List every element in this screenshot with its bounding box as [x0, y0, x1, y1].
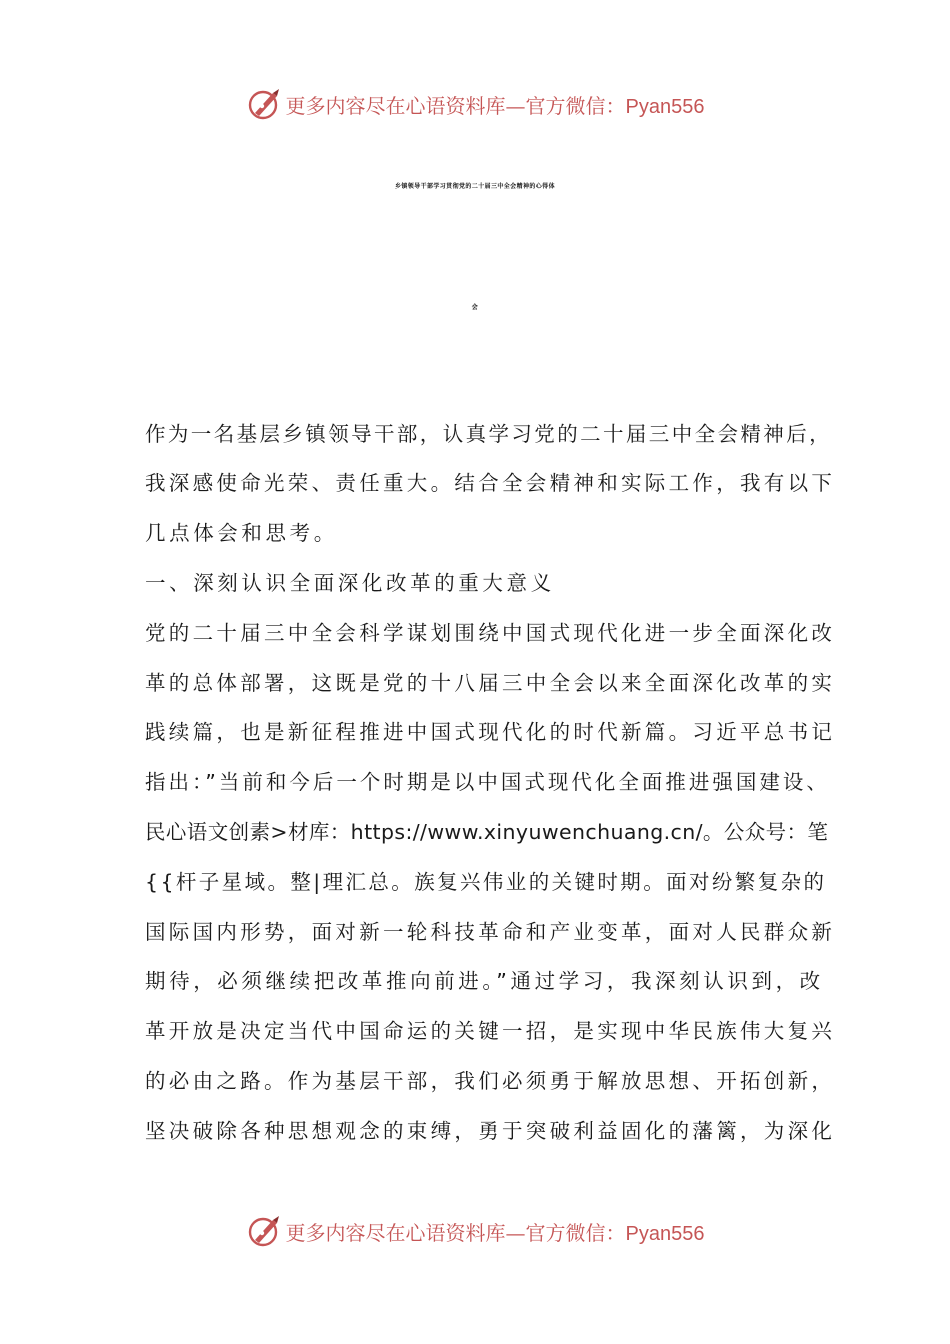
body-line: 革的总体部署，这既是党的十八届三中全会以来全面深化改革的实: [145, 671, 836, 695]
body-line: 革开放是决定当代中国命运的关键一招，是实现中华民族伟大复兴: [145, 1019, 836, 1043]
body-line: 坚决破除各种思想观念的束缚，勇于突破利益固化的藩篱，为深化: [145, 1119, 836, 1143]
page-title-line-1: 乡镇领导干部学习贯彻党的二十届三中全会精神的心得体: [394, 183, 555, 190]
body-line: 期待，必须继续把改革推向前进。”通过学习，我深刻认识到，改: [145, 969, 824, 993]
header-banner: [0, 84, 950, 124]
pen-nib-circle-logo-icon: [246, 86, 282, 122]
body-line: 指出：”当前和今后一个时期是以中国式现代化全面推进强国建设、: [145, 770, 830, 794]
footer-banner: [0, 1211, 950, 1251]
page-title-line-2: 会: [471, 304, 479, 311]
body-line: {{杆子星域。整|理汇总。族复兴伟业的关键时期。面对纷繁复杂的: [145, 870, 827, 894]
pen-nib-circle-logo-icon: [246, 1213, 282, 1249]
body-line: 党的二十届三中全会科学谋划围绕中国式现代化进一步全面深化改: [145, 621, 836, 645]
body-line: 我深感使命光荣、责任重大。结合全会精神和实际工作，我有以下: [145, 471, 836, 495]
wechat-id: Pyan556: [625, 1222, 705, 1245]
body-line: 作为一名基层乡镇领导干部，认真学习党的二十届三中全会精神后，: [145, 422, 832, 446]
body-line: 几点体会和思考。: [145, 521, 338, 545]
body-line: 践续篇，也是新征程推进中国式现代化的时代新篇。习近平总书记: [145, 720, 836, 744]
banner-text: 更多内容尽在心语资料库—官方微信：Pyan556: [285, 93, 705, 118]
wechat-id: Pyan556: [625, 95, 705, 118]
section-heading: 一、深刻认识全面深化改革的重大意义: [145, 571, 555, 595]
body-line-with-link: 民心语文创素>材库：https://www.xinyuwenchuang.cn/。公众号：笔: [145, 820, 829, 844]
body-line: 国际国内形势，面对新一轮科技革命和产业变革，面对人民群众新: [145, 920, 836, 944]
banner-text: 更多内容尽在心语资料库—官方微信：Pyan556: [285, 1220, 705, 1245]
body-line: 的必由之路。作为基层干部，我们必须勇于解放思想、开拓创新，: [145, 1069, 836, 1093]
